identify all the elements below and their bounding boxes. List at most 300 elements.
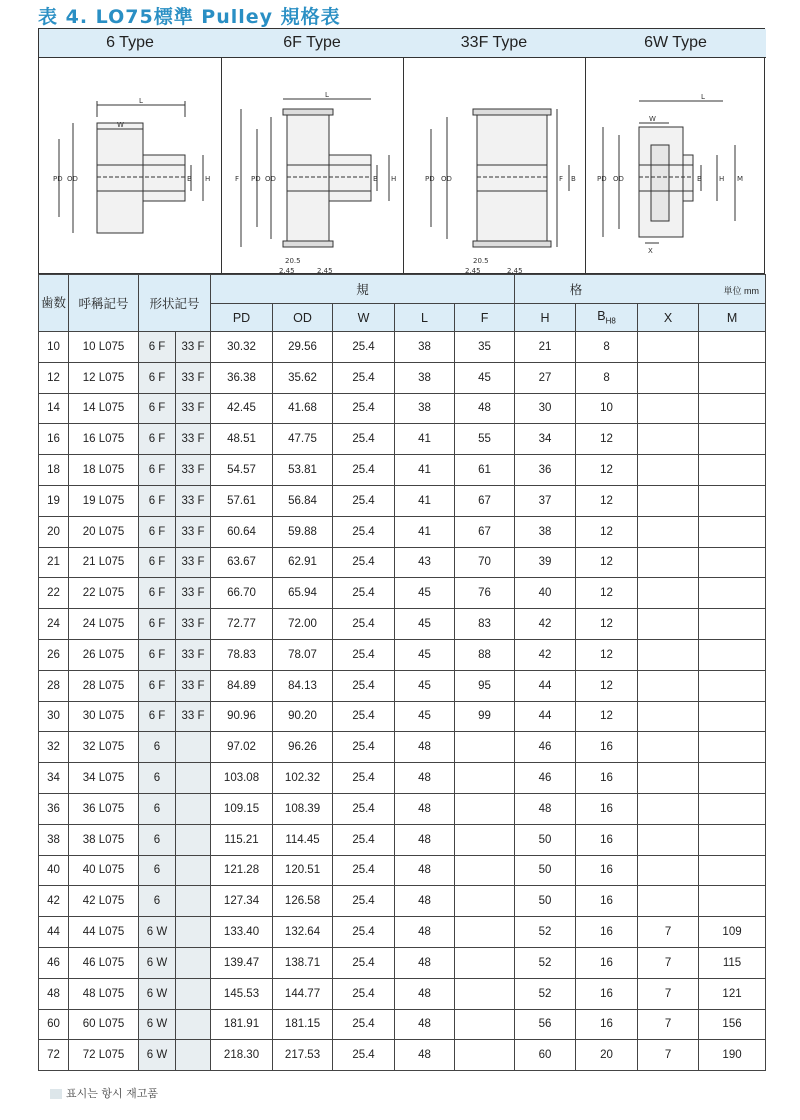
- header-designation: 呼稱記号: [69, 275, 139, 332]
- table-row: [39, 485, 766, 516]
- cell-w: 25.4: [333, 455, 395, 486]
- dim-H: H: [391, 175, 397, 183]
- cell-shape: 6: [139, 793, 176, 824]
- cell-x: [638, 793, 699, 824]
- cell-code: 42 L075: [69, 886, 139, 917]
- cell-shape2: 33 F: [176, 639, 211, 670]
- cell-code: 21 L075: [69, 547, 139, 578]
- table-row: [39, 1040, 766, 1071]
- cell-teeth: 34: [39, 763, 69, 794]
- cell-h: 60: [515, 1040, 576, 1071]
- cell-x: [638, 732, 699, 763]
- dim-PD: PD: [425, 175, 435, 183]
- cell-shape: 6 W: [139, 947, 176, 978]
- cell-l: 45: [395, 639, 455, 670]
- cell-shape2: 33 F: [176, 362, 211, 393]
- cell-x: [638, 609, 699, 640]
- dim-PD: PD: [251, 175, 261, 183]
- cell-code: 14 L075: [69, 393, 139, 424]
- cell-f: [455, 732, 515, 763]
- cell-h: 56: [515, 1009, 576, 1040]
- dim-H: H: [205, 175, 211, 183]
- cell-teeth: 16: [39, 424, 69, 455]
- cell-shape: 6: [139, 732, 176, 763]
- col-pd: PD: [211, 304, 273, 332]
- cell-l: 45: [395, 701, 455, 732]
- cell-code: 12 L075: [69, 362, 139, 393]
- cell-h: 46: [515, 763, 576, 794]
- dim-W: W: [117, 121, 124, 129]
- dim-20-5: 20.5: [285, 257, 301, 265]
- cell-teeth: 22: [39, 578, 69, 609]
- cell-pd: 36.38: [211, 362, 273, 393]
- dim-OD: OD: [613, 175, 624, 183]
- cell-pd: 84.89: [211, 670, 273, 701]
- cell-x: [638, 455, 699, 486]
- table-row: [39, 793, 766, 824]
- cell-shape: 6: [139, 824, 176, 855]
- cell-code: 24 L075: [69, 609, 139, 640]
- cell-pd: 42.45: [211, 393, 273, 424]
- table-row: [39, 455, 766, 486]
- cell-f: [455, 917, 515, 948]
- cell-l: 48: [395, 1040, 455, 1071]
- cell-h: 42: [515, 639, 576, 670]
- type-6W-drawing: [585, 57, 766, 273]
- table-row: [39, 978, 766, 1009]
- dim-OD: OD: [67, 175, 78, 183]
- cell-pd: 181.91: [211, 1009, 273, 1040]
- cell-pd: 78.83: [211, 639, 273, 670]
- cell-od: 144.77: [273, 978, 333, 1009]
- cell-f: [455, 824, 515, 855]
- cell-pd: 133.40: [211, 917, 273, 948]
- cell-w: 25.4: [333, 978, 395, 1009]
- cell-m: [699, 332, 766, 363]
- cell-code: 19 L075: [69, 485, 139, 516]
- cell-teeth: 14: [39, 393, 69, 424]
- cell-w: 25.4: [333, 701, 395, 732]
- cell-od: 90.20: [273, 701, 333, 732]
- cell-od: 41.68: [273, 393, 333, 424]
- cell-pd: 127.34: [211, 886, 273, 917]
- cell-pd: 90.96: [211, 701, 273, 732]
- cell-teeth: 36: [39, 793, 69, 824]
- cell-h: 34: [515, 424, 576, 455]
- cell-b: 12: [576, 701, 638, 732]
- cell-shape: 6 W: [139, 1040, 176, 1071]
- cell-f: [455, 978, 515, 1009]
- type-33F-drawing: [403, 57, 585, 273]
- cell-od: 56.84: [273, 485, 333, 516]
- cell-l: 48: [395, 917, 455, 948]
- cell-x: 7: [638, 978, 699, 1009]
- cell-w: 25.4: [333, 609, 395, 640]
- cell-code: 60 L075: [69, 1009, 139, 1040]
- cell-w: 25.4: [333, 1009, 395, 1040]
- cell-b: 12: [576, 609, 638, 640]
- cell-teeth: 46: [39, 947, 69, 978]
- cell-b: 8: [576, 362, 638, 393]
- type-6F-drawing: [221, 57, 403, 273]
- cell-shape: 6 F: [139, 516, 176, 547]
- cell-shape2: 33 F: [176, 485, 211, 516]
- cell-shape2: 33 F: [176, 332, 211, 363]
- cell-code: 36 L075: [69, 793, 139, 824]
- cell-m: [699, 362, 766, 393]
- table-row: [39, 732, 766, 763]
- cell-teeth: 19: [39, 485, 69, 516]
- cell-l: 48: [395, 947, 455, 978]
- cell-h: 38: [515, 516, 576, 547]
- cell-shape: 6 F: [139, 424, 176, 455]
- cell-h: 52: [515, 947, 576, 978]
- cell-b: 16: [576, 978, 638, 1009]
- cell-w: 25.4: [333, 793, 395, 824]
- cell-shape2: [176, 1009, 211, 1040]
- dim-W: W: [649, 115, 656, 123]
- cell-teeth: 24: [39, 609, 69, 640]
- table-row: [39, 578, 766, 609]
- cell-code: 10 L075: [69, 332, 139, 363]
- dim-M: M: [737, 175, 744, 183]
- pulley-spec-table: [38, 274, 766, 1071]
- cell-shape2: [176, 763, 211, 794]
- cell-pd: 63.67: [211, 547, 273, 578]
- cell-od: 138.71: [273, 947, 333, 978]
- cell-w: 25.4: [333, 547, 395, 578]
- cell-pd: 115.21: [211, 824, 273, 855]
- dim-20-5: 20.5: [473, 257, 489, 265]
- col-b-label: B: [597, 309, 606, 324]
- cell-f: [455, 947, 515, 978]
- cell-w: 25.4: [333, 732, 395, 763]
- unit-label: 単位 mm: [723, 286, 760, 296]
- cell-shape2: [176, 824, 211, 855]
- col-od: OD: [273, 304, 333, 332]
- cell-m: [699, 393, 766, 424]
- table-row: [39, 332, 766, 363]
- cell-f: 99: [455, 701, 515, 732]
- cell-shape2: [176, 855, 211, 886]
- cell-teeth: 60: [39, 1009, 69, 1040]
- cell-shape2: 33 F: [176, 516, 211, 547]
- cell-shape2: [176, 886, 211, 917]
- dim-X: X: [648, 247, 653, 255]
- cell-od: 78.07: [273, 639, 333, 670]
- cell-m: [699, 824, 766, 855]
- cell-m: [699, 763, 766, 794]
- cell-b: 16: [576, 917, 638, 948]
- cell-od: 72.00: [273, 609, 333, 640]
- dim-L: L: [325, 91, 329, 99]
- cell-shape: 6 F: [139, 485, 176, 516]
- cell-od: 120.51: [273, 855, 333, 886]
- cell-od: 84.13: [273, 670, 333, 701]
- dim-B: B: [187, 175, 192, 183]
- cell-x: [638, 886, 699, 917]
- type-33F-label: 33F Type: [403, 29, 585, 58]
- cell-x: [638, 424, 699, 455]
- table-row: [39, 670, 766, 701]
- dim-L: L: [701, 93, 705, 101]
- cell-l: 38: [395, 332, 455, 363]
- cell-teeth: 18: [39, 455, 69, 486]
- table-row: [39, 516, 766, 547]
- table-row: [39, 701, 766, 732]
- cell-code: 28 L075: [69, 670, 139, 701]
- cell-l: 41: [395, 455, 455, 486]
- cell-b: 12: [576, 485, 638, 516]
- col-x: X: [638, 304, 699, 332]
- cell-shape: 6: [139, 886, 176, 917]
- cell-h: 52: [515, 978, 576, 1009]
- cell-shape: 6 F: [139, 670, 176, 701]
- cell-pd: 109.15: [211, 793, 273, 824]
- cell-l: 48: [395, 1009, 455, 1040]
- cell-b: 12: [576, 455, 638, 486]
- cell-code: 34 L075: [69, 763, 139, 794]
- cell-shape: 6 F: [139, 332, 176, 363]
- cell-teeth: 72: [39, 1040, 69, 1071]
- cell-pd: 66.70: [211, 578, 273, 609]
- cell-f: 48: [455, 393, 515, 424]
- cell-m: [699, 886, 766, 917]
- header-teeth: 歯数: [39, 275, 69, 332]
- cell-b: 16: [576, 886, 638, 917]
- cell-w: 25.4: [333, 485, 395, 516]
- cell-shape: 6 F: [139, 578, 176, 609]
- cell-m: [699, 639, 766, 670]
- type-6-label: 6 Type: [39, 29, 221, 58]
- cell-h: 50: [515, 855, 576, 886]
- cell-b: 12: [576, 547, 638, 578]
- table-row: [39, 639, 766, 670]
- cell-od: 29.56: [273, 332, 333, 363]
- type-6W-label: 6W Type: [585, 29, 766, 58]
- cell-w: 25.4: [333, 424, 395, 455]
- cell-x: [638, 516, 699, 547]
- table-row: [39, 609, 766, 640]
- cell-od: 217.53: [273, 1040, 333, 1071]
- dim-2-45-left: 2.45: [279, 267, 295, 273]
- cell-w: 25.4: [333, 917, 395, 948]
- cell-code: 48 L075: [69, 978, 139, 1009]
- cell-shape: 6 F: [139, 609, 176, 640]
- cell-l: 45: [395, 670, 455, 701]
- dim-B: B: [571, 175, 576, 183]
- cell-shape: 6 F: [139, 393, 176, 424]
- dim-H: H: [719, 175, 725, 183]
- cell-b: 16: [576, 824, 638, 855]
- dim-PD: PD: [53, 175, 63, 183]
- header-spec-left: 規: [211, 275, 515, 304]
- cell-m: [699, 485, 766, 516]
- cell-pd: 97.02: [211, 732, 273, 763]
- cell-w: 25.4: [333, 1040, 395, 1071]
- cell-x: 7: [638, 917, 699, 948]
- cell-m: 121: [699, 978, 766, 1009]
- cell-f: 95: [455, 670, 515, 701]
- cell-h: 52: [515, 917, 576, 948]
- cell-teeth: 28: [39, 670, 69, 701]
- cell-shape2: 33 F: [176, 455, 211, 486]
- cell-h: 50: [515, 886, 576, 917]
- cell-f: [455, 1040, 515, 1071]
- cell-b: 12: [576, 578, 638, 609]
- type-6-column: [39, 29, 222, 273]
- cell-code: 22 L075: [69, 578, 139, 609]
- cell-shape2: [176, 947, 211, 978]
- cell-l: 41: [395, 424, 455, 455]
- cell-x: [638, 824, 699, 855]
- cell-code: 72 L075: [69, 1040, 139, 1071]
- cell-shape: 6: [139, 855, 176, 886]
- cell-pd: 103.08: [211, 763, 273, 794]
- cell-shape: 6 W: [139, 917, 176, 948]
- cell-teeth: 32: [39, 732, 69, 763]
- header-spec-right-label: 格: [569, 283, 583, 297]
- cell-shape2: 33 F: [176, 547, 211, 578]
- cell-code: 32 L075: [69, 732, 139, 763]
- cell-b: 10: [576, 393, 638, 424]
- cell-shape: 6 W: [139, 978, 176, 1009]
- table-row: [39, 547, 766, 578]
- col-h: H: [515, 304, 576, 332]
- cell-l: 48: [395, 824, 455, 855]
- cell-h: 42: [515, 609, 576, 640]
- cell-code: 20 L075: [69, 516, 139, 547]
- cell-m: [699, 670, 766, 701]
- dim-2-45-left: 2.45: [465, 267, 481, 273]
- cell-w: 25.4: [333, 578, 395, 609]
- dim-2-45-right: 2.45: [317, 267, 333, 273]
- cell-h: 46: [515, 732, 576, 763]
- cell-pd: 139.47: [211, 947, 273, 978]
- cell-b: 12: [576, 516, 638, 547]
- cell-od: 35.62: [273, 362, 333, 393]
- header-shape: 形状記号: [139, 275, 211, 332]
- cell-shape: 6 F: [139, 455, 176, 486]
- cell-pd: 121.28: [211, 855, 273, 886]
- cell-m: [699, 609, 766, 640]
- cell-b: 16: [576, 793, 638, 824]
- cell-w: 25.4: [333, 763, 395, 794]
- cell-od: 108.39: [273, 793, 333, 824]
- cell-x: [638, 639, 699, 670]
- cell-f: [455, 793, 515, 824]
- cell-x: [638, 332, 699, 363]
- cell-shape2: [176, 978, 211, 1009]
- cell-h: 50: [515, 824, 576, 855]
- cell-teeth: 42: [39, 886, 69, 917]
- pulley-type-diagrams: [38, 28, 765, 274]
- cell-pd: 30.32: [211, 332, 273, 363]
- dim-F: F: [235, 175, 240, 183]
- cell-f: 67: [455, 516, 515, 547]
- dim-PD: PD: [597, 175, 607, 183]
- cell-shape: 6 W: [139, 1009, 176, 1040]
- cell-x: [638, 485, 699, 516]
- cell-w: 25.4: [333, 639, 395, 670]
- cell-l: 38: [395, 393, 455, 424]
- cell-x: [638, 670, 699, 701]
- col-w: W: [333, 304, 395, 332]
- cell-shape2: [176, 1040, 211, 1071]
- cell-shape2: 33 F: [176, 578, 211, 609]
- cell-pd: 48.51: [211, 424, 273, 455]
- dim-L: L: [139, 97, 143, 105]
- cell-f: [455, 1009, 515, 1040]
- cell-teeth: 30: [39, 701, 69, 732]
- cell-od: 53.81: [273, 455, 333, 486]
- cell-pd: 60.64: [211, 516, 273, 547]
- cell-m: [699, 701, 766, 732]
- table-row: [39, 393, 766, 424]
- cell-od: 96.26: [273, 732, 333, 763]
- cell-shape2: [176, 793, 211, 824]
- col-l: L: [395, 304, 455, 332]
- stock-swatch: [50, 1089, 62, 1099]
- cell-m: [699, 732, 766, 763]
- cell-od: 47.75: [273, 424, 333, 455]
- cell-h: 36: [515, 455, 576, 486]
- cell-code: 44 L075: [69, 917, 139, 948]
- cell-f: 67: [455, 485, 515, 516]
- cell-w: 25.4: [333, 362, 395, 393]
- cell-m: [699, 424, 766, 455]
- col-m: M: [699, 304, 766, 332]
- footnote: [50, 1085, 158, 1101]
- cell-w: 25.4: [333, 855, 395, 886]
- cell-teeth: 48: [39, 978, 69, 1009]
- cell-b: 12: [576, 670, 638, 701]
- dim-F: F: [559, 175, 564, 183]
- cell-h: 44: [515, 701, 576, 732]
- cell-m: [699, 516, 766, 547]
- table-row: [39, 362, 766, 393]
- page-title: 表 4. LO75標準 Pulley 規格表: [38, 6, 341, 28]
- cell-b: 12: [576, 639, 638, 670]
- cell-x: [638, 362, 699, 393]
- cell-pd: 218.30: [211, 1040, 273, 1071]
- cell-h: 30: [515, 393, 576, 424]
- table-row: [39, 763, 766, 794]
- cell-l: 48: [395, 763, 455, 794]
- cell-teeth: 12: [39, 362, 69, 393]
- cell-f: 83: [455, 609, 515, 640]
- table-row: [39, 855, 766, 886]
- type-6W-column: [585, 29, 766, 273]
- cell-shape: 6 F: [139, 547, 176, 578]
- cell-w: 25.4: [333, 670, 395, 701]
- cell-teeth: 21: [39, 547, 69, 578]
- dim-2-45-right: 2.45: [507, 267, 523, 273]
- spec-table-body: [39, 332, 766, 1071]
- cell-shape: 6 F: [139, 639, 176, 670]
- dim-OD: OD: [265, 175, 276, 183]
- cell-l: 41: [395, 485, 455, 516]
- table-row: [39, 1009, 766, 1040]
- cell-shape2: [176, 917, 211, 948]
- cell-w: 25.4: [333, 886, 395, 917]
- cell-x: 7: [638, 1009, 699, 1040]
- cell-l: 48: [395, 732, 455, 763]
- type-33F-column: [403, 29, 586, 273]
- cell-f: 88: [455, 639, 515, 670]
- cell-f: 55: [455, 424, 515, 455]
- cell-b: 8: [576, 332, 638, 363]
